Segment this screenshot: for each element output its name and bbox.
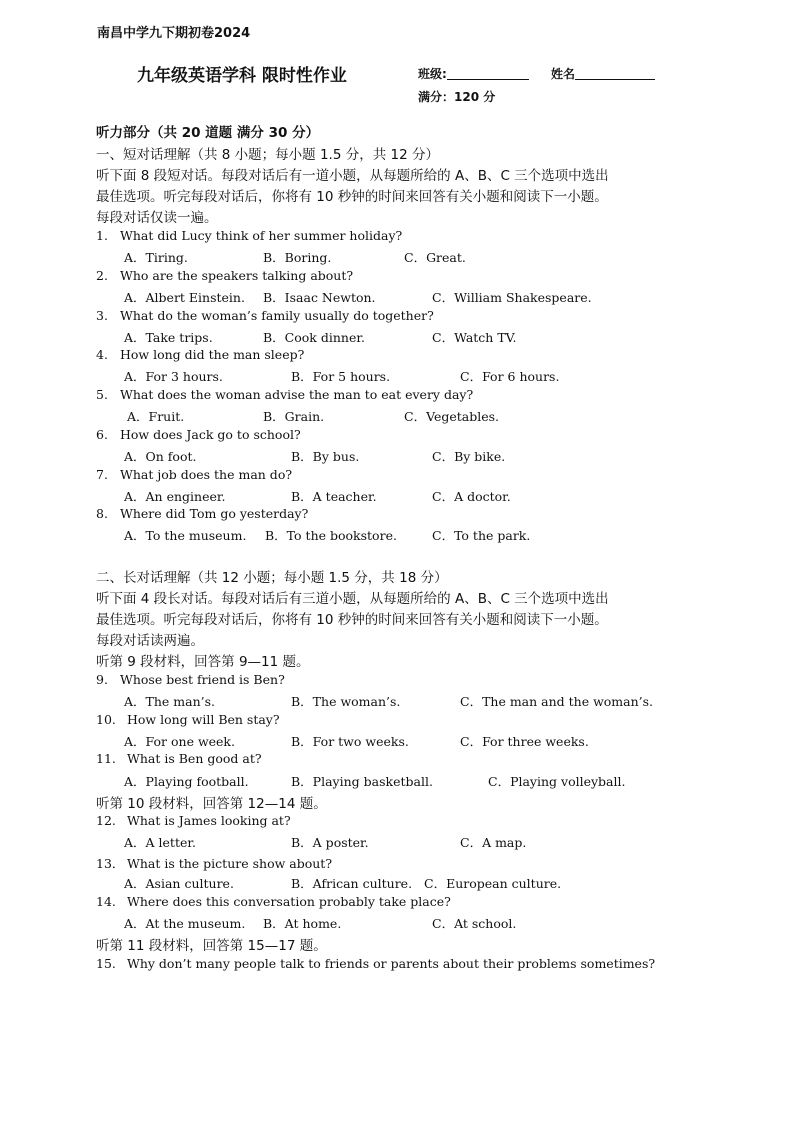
option-b[interactable]: B．Grain. [263, 409, 325, 424]
question-number: 8. [96, 506, 108, 521]
listening-heading: 听力部分（共 20 道题 满分 30 分） [96, 125, 320, 141]
question-text: How long will Ben stay? [127, 712, 280, 727]
name-field[interactable] [551, 65, 655, 82]
option-b[interactable]: B．Playing basketball. [291, 774, 433, 789]
question-stem [96, 751, 262, 766]
question-number: 14. [96, 894, 116, 909]
class-field[interactable] [418, 65, 529, 82]
question-text: Why don’t many people talk to friends or parents about their problems sometimes? [127, 956, 656, 971]
question-text: What is the picture show about? [127, 856, 333, 871]
option-c[interactable]: C．European culture. [424, 876, 562, 891]
question-stem [96, 506, 308, 521]
question-stem [96, 308, 434, 323]
option-c[interactable]: C．Playing volleyball. [488, 774, 626, 789]
name-blank[interactable] [575, 67, 655, 80]
part2-instruction-line: 最佳选项。听完每段对话后，你将有 10 秒钟的时间来回答有关小题和阅读下一小题。 [96, 612, 608, 628]
option-c[interactable]: C．To the park. [432, 528, 531, 543]
option-b[interactable]: B．African culture. [291, 876, 413, 891]
option-b[interactable]: B．To the bookstore. [265, 528, 397, 543]
option-c[interactable]: C．By bike. [432, 449, 506, 464]
question-stem [96, 813, 291, 828]
option-b[interactable]: B．A poster. [291, 835, 369, 850]
option-a[interactable]: A．On foot. [124, 449, 197, 464]
question-stem [96, 467, 292, 482]
part1-instruction-line: 最佳选项。听完每段对话后，你将有 10 秒钟的时间来回答有关小题和阅读下一小题。 [96, 189, 608, 205]
option-c[interactable]: C．For 6 hours. [460, 369, 560, 384]
option-c[interactable]: C．Great. [404, 250, 466, 265]
option-b[interactable]: B．A teacher. [291, 489, 377, 504]
option-c[interactable]: C．Watch TV. [432, 330, 517, 345]
question-number: 9. [96, 672, 108, 687]
option-a[interactable]: A．An engineer. [124, 489, 226, 504]
question-number: 2. [96, 268, 108, 283]
question-text: What is Ben good at? [127, 751, 262, 766]
question-number: 12. [96, 813, 116, 828]
option-a[interactable]: A．Playing football. [124, 774, 249, 789]
question-text: What job does the man do? [120, 467, 293, 482]
question-number: 6. [96, 427, 108, 442]
question-stem [96, 387, 473, 402]
question-stem [96, 427, 301, 442]
question-text: Who are the speakers talking about? [120, 268, 354, 283]
question-stem [96, 854, 332, 872]
question-stem [96, 712, 280, 727]
part1-instruction-line: 听下面 8 段短对话。每段对话后有一道小题，从每题所给的 A、B、C 三个选项中选出 [96, 168, 609, 184]
question-number: 1. [96, 228, 108, 243]
question-number: 10. [96, 712, 116, 727]
option-a[interactable]: A．Asian culture. [124, 876, 234, 891]
part2-instruction-line: 听下面 4 段长对话。每段对话后有三道小题，从每题所给的 A、B、C 三个选项中选出 [96, 591, 609, 607]
option-b[interactable]: B．Isaac Newton. [263, 290, 376, 305]
question-number: 4. [96, 347, 108, 362]
option-c[interactable]: C．William Shakespeare. [432, 290, 592, 305]
question-number: 13． [96, 856, 125, 871]
class-label: 班级: [418, 67, 447, 81]
question-text: What did Lucy think of her summer holiday? [120, 228, 403, 243]
option-a[interactable]: A．For one week. [124, 734, 235, 749]
option-c[interactable]: C．At school. [432, 916, 517, 931]
name-label: 姓名 [551, 67, 576, 81]
question-number: 7. [96, 467, 108, 482]
question-stem [96, 228, 402, 243]
part1-title: 一、短对话理解（共 8 小题；每小题 1.5 分，共 12 分） [96, 147, 439, 163]
option-c[interactable]: C．Vegetables. [404, 409, 500, 424]
class-blank[interactable] [447, 67, 529, 80]
option-a[interactable]: A．A letter. [124, 835, 196, 850]
option-a[interactable]: A．Albert Einstein. [124, 290, 245, 305]
question-text: Where does this conversation probably take place? [127, 894, 451, 909]
material-note: 听第 9 段材料，回答第 9—11 题。 [96, 654, 310, 670]
material-note: 听第 10 段材料，回答第 12—14 题。 [96, 796, 327, 812]
option-b[interactable]: B．For 5 hours. [291, 369, 391, 384]
option-b[interactable]: B．The woman’s. [291, 694, 401, 709]
option-b[interactable]: B．Boring. [263, 250, 332, 265]
option-c[interactable]: C．For three weeks. [460, 734, 589, 749]
option-c[interactable]: C．A doctor. [432, 489, 511, 504]
question-text: How does Jack go to school? [120, 427, 301, 442]
part1-instruction-line: 每段对话仅读一遍。 [96, 210, 218, 226]
option-b[interactable]: B．At home. [263, 916, 342, 931]
question-text: Where did Tom go yesterday? [120, 506, 309, 521]
option-a[interactable]: A．Take trips. [124, 330, 213, 345]
question-stem [96, 347, 304, 362]
question-text: Whose best friend is Ben? [120, 672, 285, 687]
question-stem [96, 268, 353, 283]
question-stem [96, 672, 285, 687]
option-b[interactable]: B．Cook dinner. [263, 330, 365, 345]
question-number: 5. [96, 387, 108, 402]
option-a[interactable]: A．To the museum. [124, 528, 247, 543]
question-stem [96, 956, 655, 971]
question-number: 15. [96, 956, 116, 971]
question-text: What is James looking at? [127, 813, 291, 828]
question-stem [96, 894, 451, 909]
part2-title: 二、长对话理解（共 12 小题；每小题 1.5 分，共 18 分） [96, 570, 448, 586]
page-title: 九年级英语学科 限时性作业 [137, 66, 347, 86]
full-score: 满分：120 分 [418, 90, 496, 104]
option-a[interactable]: A．Tiring. [124, 250, 188, 265]
option-a[interactable]: A．At the museum. [124, 916, 246, 931]
option-c[interactable]: C．A map. [460, 835, 527, 850]
option-a[interactable]: A．The man’s. [124, 694, 216, 709]
question-number: 3. [96, 308, 108, 323]
question-text: What does the woman advise the man to eat every day? [120, 387, 474, 402]
option-a[interactable]: A．Fruit. [127, 409, 185, 424]
part2-instruction-line: 每段对话读两遍。 [96, 633, 204, 649]
option-b[interactable]: B．For two weeks. [291, 734, 409, 749]
school-header: 南昌中学九下期初卷2024 [97, 26, 251, 41]
question-text: What do the woman’s family usually do together? [120, 308, 434, 323]
option-b[interactable]: B．By bus. [291, 449, 360, 464]
option-c[interactable]: C．The man and the woman’s. [460, 694, 654, 709]
material-note: 听第 11 段材料，回答第 15—17 题。 [96, 938, 327, 954]
question-text: How long did the man sleep? [120, 347, 305, 362]
option-a[interactable]: A．For 3 hours. [124, 369, 223, 384]
question-number: 11. [96, 751, 116, 766]
